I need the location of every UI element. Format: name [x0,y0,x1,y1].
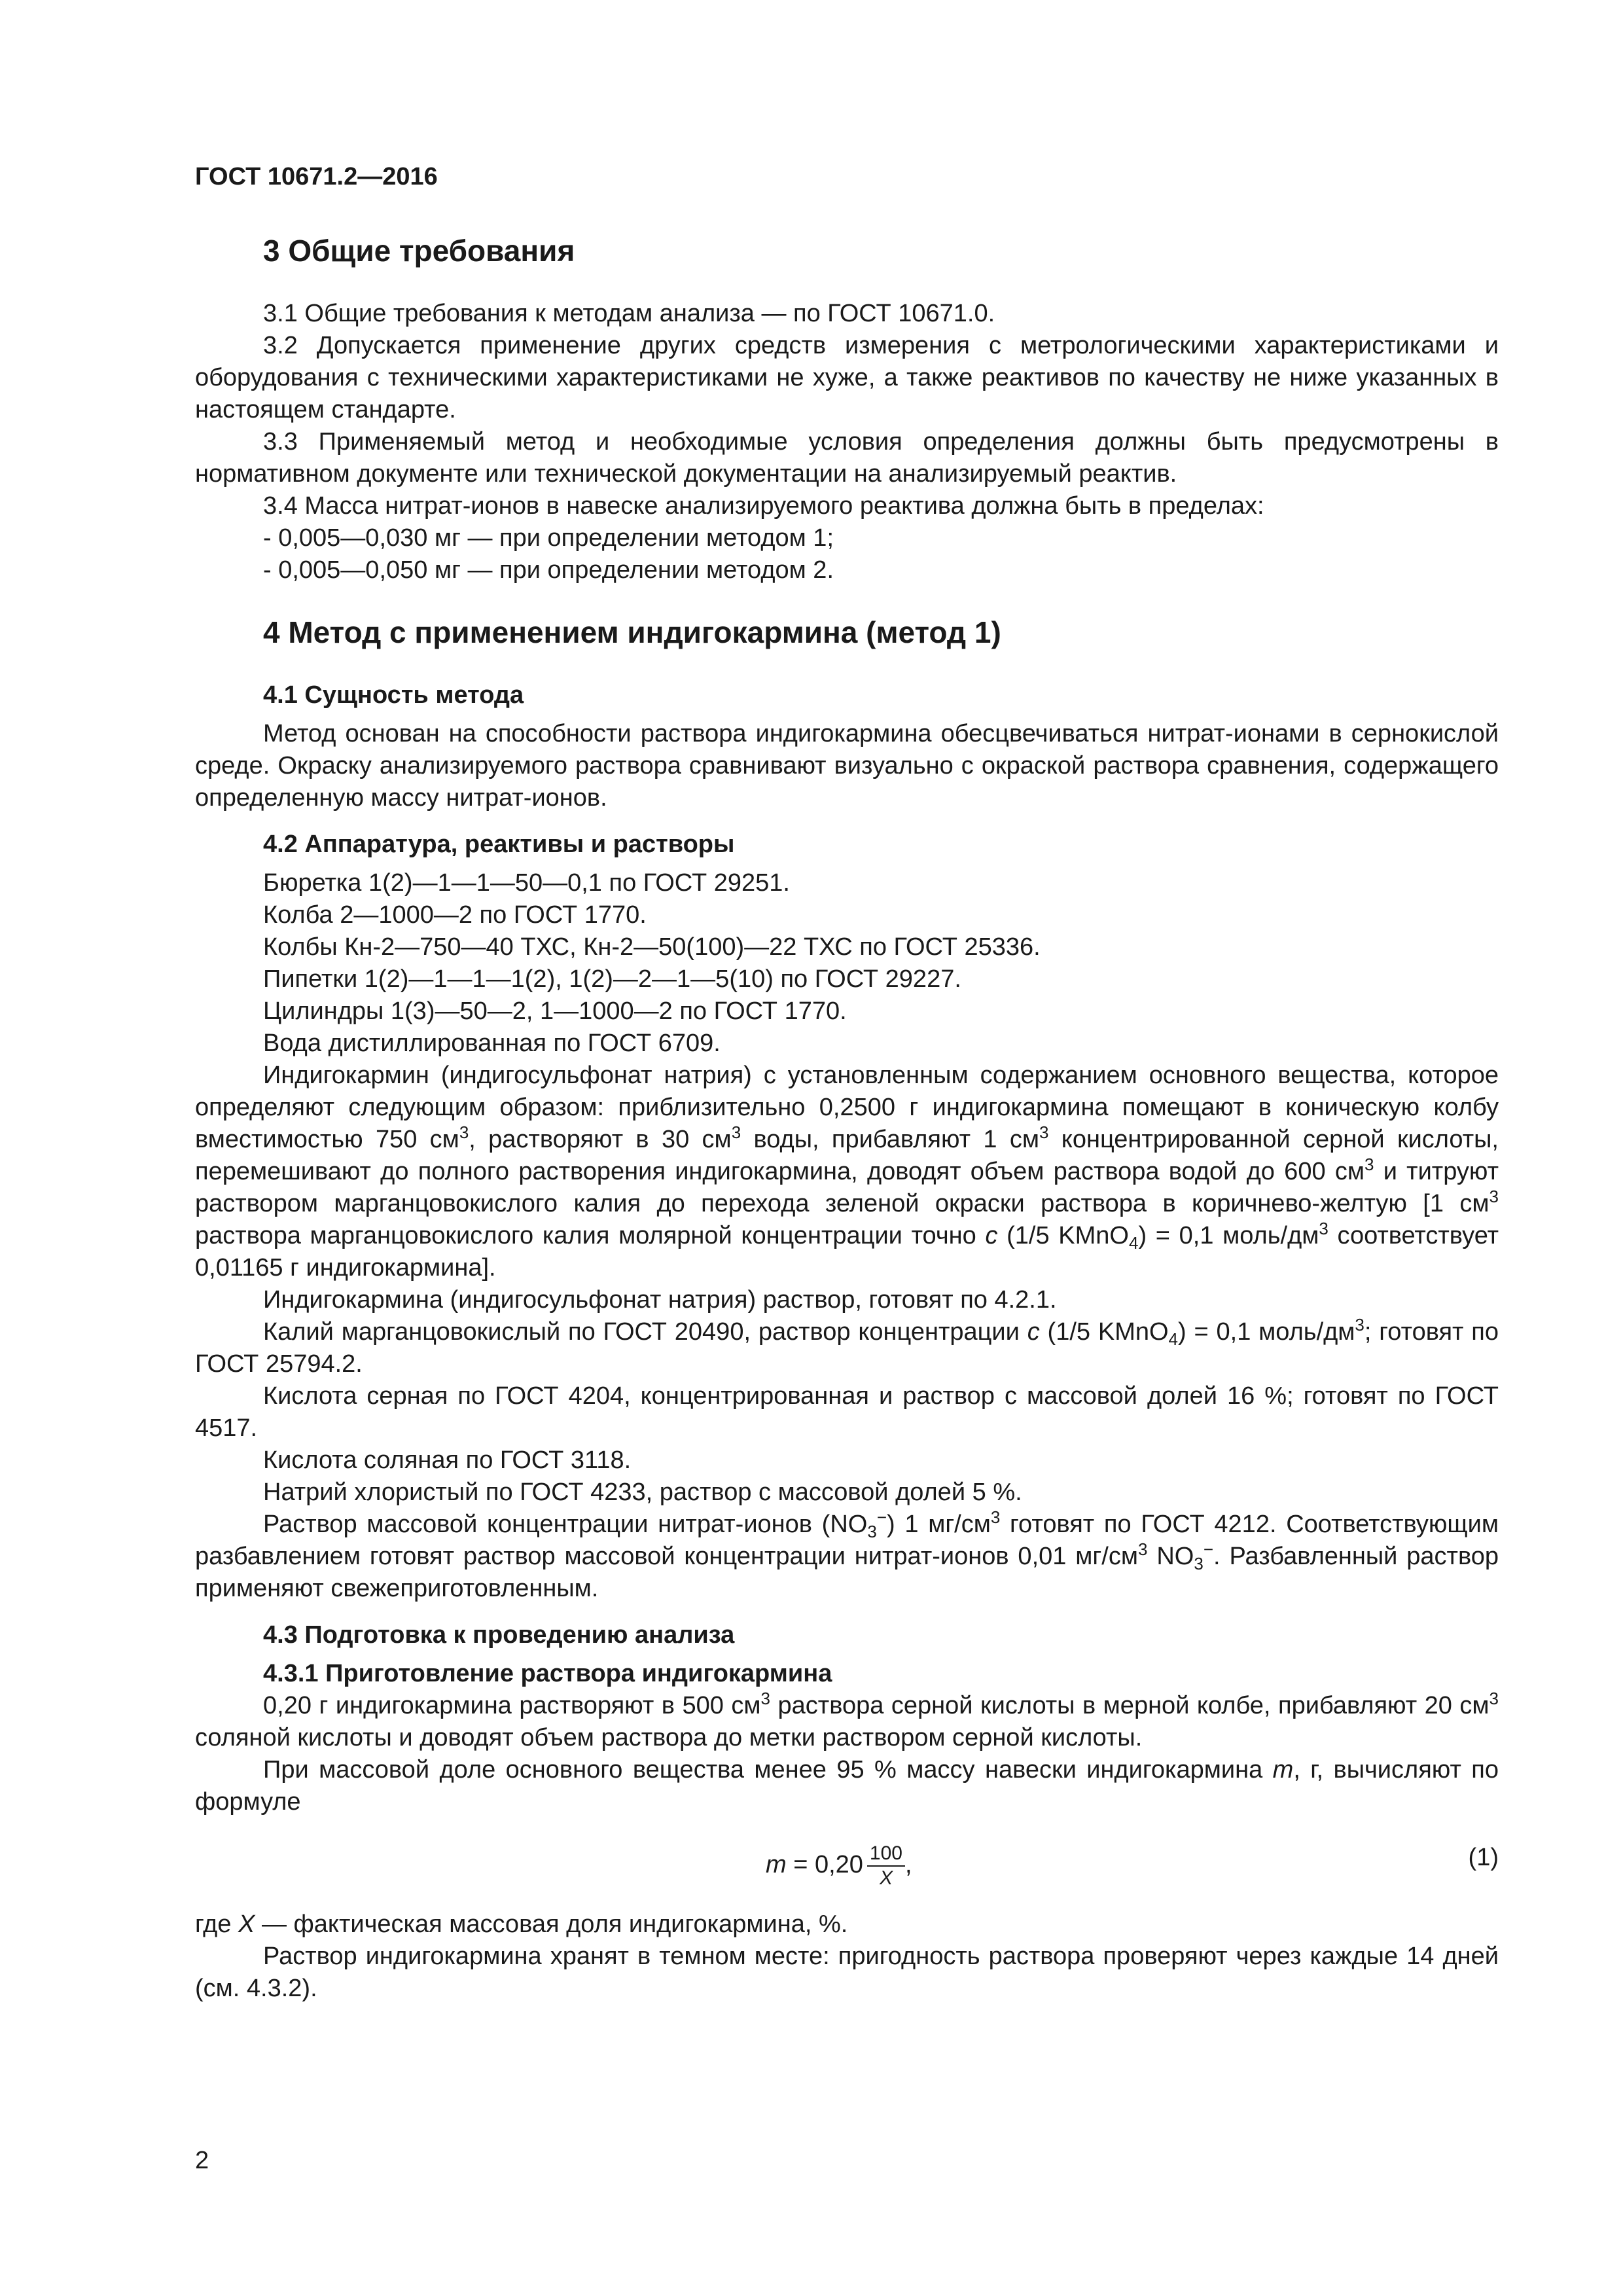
paragraph-3-4: 3.4 Масса нитрат-ионов в навеске анализируемого реактива должна быть в пределах: [263,492,1264,520]
document-page [195,161,1499,2005]
equipment-item: Вода дистиллированная по ГОСТ 6709. [263,1030,721,1057]
paragraph-3-2: 3.2 Допускается применение других средств измерения с метрологическими характеристиками и оборудования с техническими характеристиками не хуже, а также реактивов по качеству не ниже указанных в настоящем стандарте. [195,332,1499,423]
subsection-4-2-title: 4.2 Аппаратура, реактивы и растворы [263,831,735,858]
formula-1 [195,1830,1499,1902]
subsection-4-3-title: 4.3 Подготовка к проведению анализа [263,1621,735,1649]
paragraph-4-3-1-a: 0,20 г индигокармина растворяют в 500 $см^3$ раствора серной кислоты в мерной колбе, прибавляют 20 $см^3$ соляной кислоты и доводят объем раствора до метки раствором серной кислоты. [195,1689,1499,1751]
equipment-item: Колбы Кн-2—750—40 ТХС, Кн-2—50(100)—22 ТХС по ГОСТ 25336. [263,933,1041,961]
equipment-item: Колба 2—1000—2 по ГОСТ 1770. [263,901,647,929]
formula-number: (1) [1468,1844,1499,1871]
page-number: 2 [195,2147,209,2174]
nitrate-solution-paragraph: Раствор массовой концентрации нитрат-ионов $(NO_3^-)$ 1 $мг/см^3$ готовят по ГОСТ 4212. Соответствующим разбавлением готовят раствор массовой концентрации нитрат-ионов 0,01 $мг/см^3$ $NO_3^-$. Разбавленный раствор применяют свежеприготовленным. [195,1507,1499,1602]
paragraph-4-1: Метод основан на способности раствора индигокармина обесцвечиваться нитрат-ионами в сернокислой среде. Окраску анализируемого раствора сравнивают визуально с окраской раствора сравнения, содержащего определенную массу нитрат-ионов. [195,720,1499,812]
section-3-title: 3 Общие требования [263,234,575,268]
storage-paragraph: Раствор индигокармина хранят в темном месте: пригодность раствора проверяют через каждые 14 дней (см. 4.3.2). [195,1943,1499,2002]
paragraph-3-1: 3.1 Общие требования к методам анализа — по ГОСТ 10671.0. [263,300,995,327]
equipment-item: Бюретка 1(2)—1—1—50—0,1 по ГОСТ 29251. [263,869,790,897]
document-header: ГОСТ 10671.2—2016 [195,163,438,190]
equipment-item: Пипетки 1(2)—1—1—1(2), 1(2)—2—1—5(10) по ГОСТ 29227. [263,965,961,993]
hydrochloric-acid-paragraph: Кислота соляная по ГОСТ 3118. [263,1446,632,1474]
paragraph-3-3: 3.3 Применяемый метод и необходимые условия определения должны быть предусмотрены в нормативном документе или технической документации на анализируемый реактив. [195,428,1499,488]
formula-fraction: $\frac{100}{X}$ [867,1842,905,1890]
subsection-4-3-1-title: 4.3.1 Приготовление раствора индигокармина [263,1660,832,1687]
subsection-4-1-title: 4.1 Сущность метода [263,681,524,709]
sodium-chloride-paragraph: Натрий хлористый по ГОСТ 4233, раствор с массовой долей 5 %. [263,1479,1022,1506]
section-4-title: 4 Метод с применением индигокармина (метод 1) [263,615,1001,649]
list-item: - 0,005—0,030 мг — при определении методом 1; [263,524,834,552]
equipment-item: Цилиндры 1(3)—50—2, 1—1000—2 по ГОСТ 1770. [263,997,847,1025]
list-item: - 0,005—0,050 мг — при определении методом 2. [263,556,834,584]
formula-legend: где X — фактическая массовая доля индигокармина, %. [195,1910,848,1938]
paragraph-4-3-1-b: При массовой доле основного вещества менее 95 % массу навески индигокармина m, г, вычисляют по формуле [195,1756,1499,1816]
sulfuric-acid-paragraph: Кислота серная по ГОСТ 4204, концентрированная и раствор с массовой долей 16 %; готовят по ГОСТ 4517. [195,1382,1499,1442]
formula-expression: m = 0,20 $\frac{100}{X}$ , [766,1842,912,1889]
indigo-solution-paragraph: Индигокармина (индигосульфонат натрия) раствор, готовят по 4.2.1. [263,1286,1057,1314]
kmno4-paragraph: Калий марганцовокислый по ГОСТ 20490, раствор концентрации c (1/5 KMnO$_4$) = 0,1 моль/$дм^3$; готовят по ГОСТ 25794.2. [195,1315,1499,1378]
indigo-carmine-paragraph: Индигокармин (индигосульфонат натрия) с установленным содержанием основного вещества, которое определяют следующим образом: приблизительно 0,2500 г индигокармина помещают в коническую колбу вместимостью 750 $см^3$, растворяют в 30 $см^3$ воды, прибавляют 1 $см^3$ концентрированной серной кислоты, перемешивают до полного растворения индигокармина, доводят объем раствора водой до 600 $см^3$ и титруют раствором марганцовокислого калия до перехода зеленой окраски раствора в коричнево-желтую [1 $см^3$ раствора марганцовокислого калия молярной концентрации точно c (1/5 KMnO$_4$) = 0,1 моль/$дм^3$ соответствует 0,01165 г индигокармина]. [195,1062,1499,1282]
